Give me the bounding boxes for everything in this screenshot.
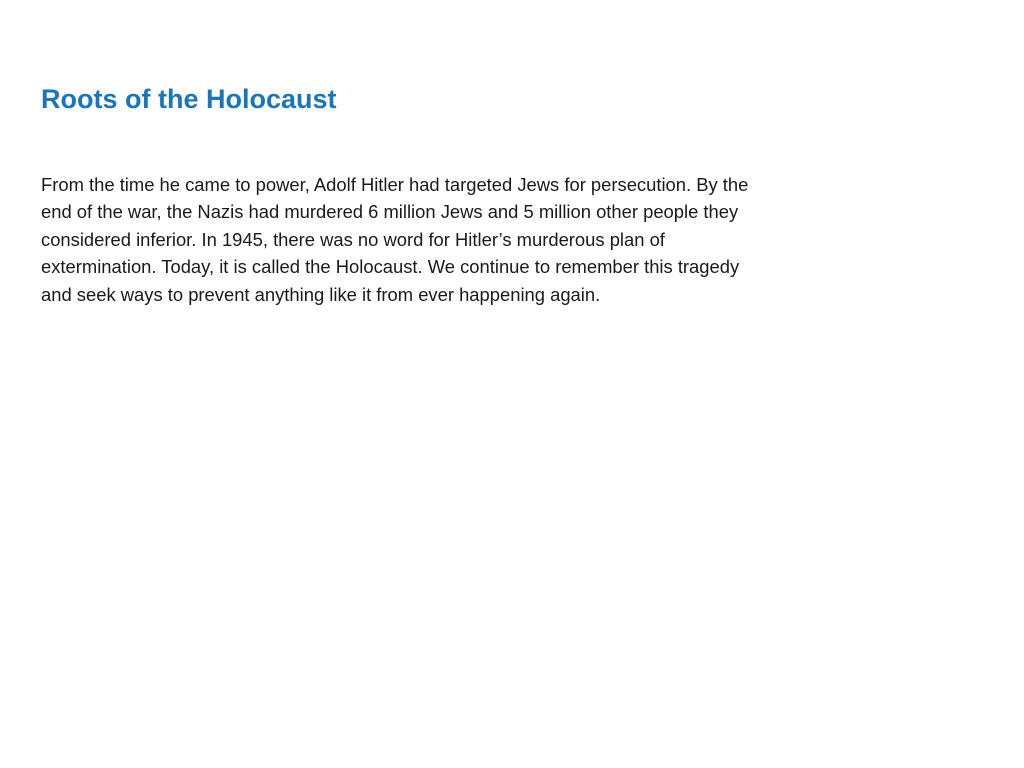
body-line: end of the war, the Nazis had murdered 6 million Jews and 5 million other people they: [41, 201, 739, 223]
body-line: extermination. Today, it is called the Holocaust. We continue to remember this tragedy: [41, 256, 740, 278]
slide-title: Roots of the Holocaust: [41, 84, 337, 114]
body-line: considered inferior. In 1945, there was no word for Hitler’s murderous plan of: [41, 228, 665, 250]
body-line: and seek ways to prevent anything like it from ever happening again.: [41, 283, 601, 305]
body-line: From the time he came to power, Adolf Hitler had targeted Jews for persecution. By the: [41, 174, 749, 195]
body-paragraph: [41, 171, 861, 308]
